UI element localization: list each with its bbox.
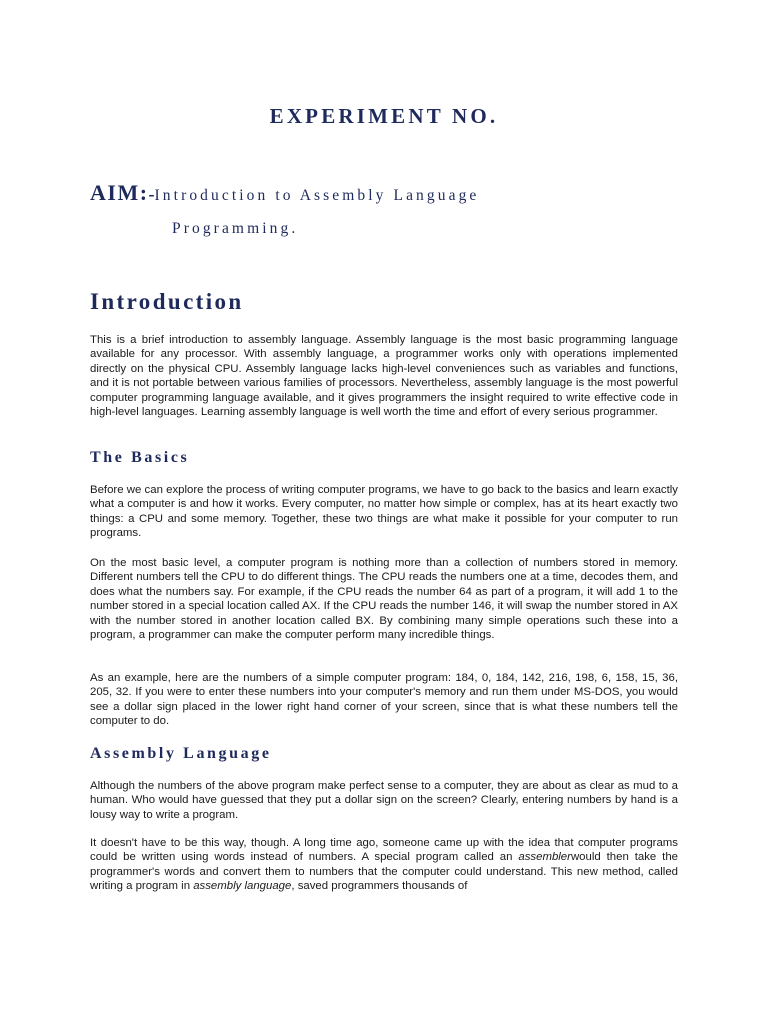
aim-text-line2: Programming. <box>172 220 299 237</box>
assembly-paragraph-2-part1: It doesn't have to be this way, though. A long time ago, someone came up with the idea that computer programs could be written using words instead of numbers. A special program called an <box>90 837 678 864</box>
basics-heading: The Basics <box>90 449 190 466</box>
assembly-paragraph-2 <box>90 836 678 894</box>
basics-paragraph-1: Before we can explore the process of writing computer programs, we have to go back to the basics and learn exactly what a computer is and how it works. Every computer, no matter how simple or complex, has at its heart exactly two things: a CPU and some memory. Together, these two things are what make it possible for your computer to run programs. <box>90 484 678 540</box>
aim-text-line1: Introduction to Assembly Language <box>154 187 480 204</box>
basics-paragraph-3: As an example, here are the numbers of a simple computer program: 184, 0, 184, 142, 216, 198, 6, 158, 15, 36, 205, 32. If you were to enter these numbers into your computer's memory and run them under MS-DOS, you would see a dollar sign placed in the lower right hand corner of your screen, since that is what these numbers tell the computer to do. <box>90 672 678 728</box>
assembly-paragraph-2-part2: would then take the programmer's words and convert them to numbers that the computer could understand. This new method, called writing a program in <box>90 851 678 893</box>
introduction-heading: Introduction <box>90 289 244 314</box>
aim-line <box>90 180 479 206</box>
assembly-paragraph-1: Although the numbers of the above program make perfect sense to a computer, they are about as clear as mud to a human. Who would have guessed that they put a dollar sign on the screen? Clearly, entering numbers by hand is a lousy way to write a program. <box>90 780 678 821</box>
introduction-paragraph: This is a brief introduction to assembly language. Assembly language is the most basic programming language available for any processor. With assembly language, a programmer works only with operations implemented directly on the physical CPU. Assembly language lacks high-level conveniences such as variables and functions, and it is not portable between various families of processors. Nevertheless, assembly language is the most powerful computer programming language available, and it gives programmers the insight required to write effective code in high-level languages. Learning assembly language is well worth the time and effort of every serious programmer. <box>90 334 678 419</box>
assembly-paragraph-2-part3: , saved programmers thousands of <box>291 880 468 893</box>
basics-paragraph-2: On the most basic level, a computer program is nothing more than a collection of numbers stored in memory. Different numbers tell the CPU to do different things. The CPU reads the numbers one at a time, decodes them, and does what the numbers say. For example, if the CPU reads the number 64 as part of a program, it will add 1 to the number stored in a special location called AX. If the CPU reads the number 146, it will swap the number stored in AX with the number stored in another location called BX. By combining many simple operations such these into a program, a programmer can make the computer perform many incredible things. <box>90 557 678 642</box>
assembler-term: assembler <box>518 851 571 864</box>
assembly-language-term: assembly language <box>193 880 292 893</box>
experiment-title: EXPERIMENT NO. <box>269 104 499 128</box>
aim-dash: - <box>148 184 155 204</box>
aim-label: AIM: <box>90 180 149 205</box>
assembly-language-heading: Assembly Language <box>90 745 272 762</box>
